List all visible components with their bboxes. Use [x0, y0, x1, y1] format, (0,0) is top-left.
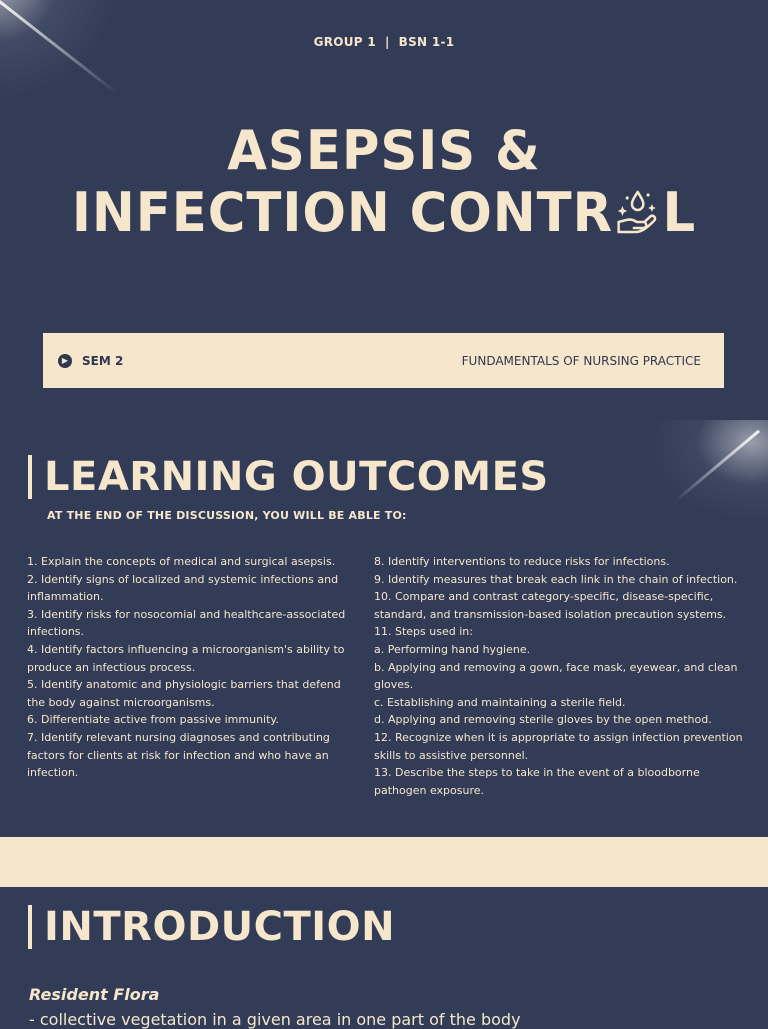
semester-info: [58, 354, 123, 368]
learning-outcomes-subheading: AT THE END OF THE DISCUSSION, YOU WILL BE ABLE TO:: [47, 509, 407, 522]
tagline-divider: |: [380, 35, 395, 49]
title-line-2-part-a: INFECTION CONTR: [71, 181, 614, 244]
outcome-item: 8. Identify interventions to reduce risks for infections.: [374, 555, 670, 568]
resident-flora-term: Resident Flora: [29, 985, 160, 1004]
outcome-item: 3. Identify risks for nosocomial and healthcare-associated infections.: [27, 607, 346, 639]
light-ray-right: [674, 430, 760, 503]
group-label: GROUP 1: [313, 35, 377, 49]
outcome-item: 6. Differentiate active from passive immunity.: [27, 713, 279, 727]
group-tagline: [0, 35, 768, 49]
outcome-item: 9. Identify measures that break each link in the chain of infection.: [374, 572, 738, 586]
outcomes-right-column: [374, 553, 744, 799]
light-glare-top-left: [0, 0, 140, 120]
course-label: FUNDAMENTALS OF NURSING PRACTICE: [461, 353, 701, 368]
outcome-item: d. Applying and removing sterile gloves by the open method.: [374, 713, 712, 727]
heading-accent-bar: [28, 455, 32, 499]
outcome-item: 4. Identify factors influencing a microorganism's ability to produce an infectious process.: [27, 642, 345, 674]
title-line-2-part-b: L: [662, 181, 697, 244]
heading-accent-bar: [28, 905, 32, 949]
outcome-item: 10. Compare and contrast category-specific, disease-specific, standard, and transmission-based isolation precaution systems.: [374, 590, 727, 621]
play-circle-icon: ▶: [58, 354, 72, 368]
section-divider-band: [0, 837, 768, 887]
page-title: [19, 120, 749, 244]
semester-banner: [43, 333, 724, 388]
light-glare-right: [640, 420, 768, 530]
outcome-item: 5. Identify anatomic and physiologic barriers that defend the body against microorganisms.: [27, 678, 341, 709]
outcome-item: 11. Steps used in:: [374, 625, 473, 639]
outcome-item: 13. Describe the steps to take in the event of a bloodborne pathogen exposure.: [374, 766, 700, 797]
title-line-1: ASEPSIS &: [227, 119, 541, 182]
outcome-item: 1. Explain the concepts of medical and surgical asepsis.: [27, 555, 336, 568]
outcome-item: b. Applying and removing a gown, face mask, eyewear, and clean gloves.: [374, 660, 738, 692]
introduction-heading: [28, 904, 395, 950]
semester-label: SEM 2: [82, 353, 124, 368]
resident-flora-definition: - collective vegetation in a given area in one part of the body: [29, 1010, 521, 1029]
outcome-item: a. Performing hand hygiene.: [374, 642, 531, 656]
introduction-title: INTRODUCTION: [44, 904, 396, 950]
hand-wash-icon: [613, 186, 662, 238]
outcome-item: 12. Recognize when it is appropriate to assign infection prevention skills to assistive personnel.: [374, 730, 743, 762]
outcome-item: c. Establishing and maintaining a sterile field.: [374, 695, 626, 709]
learning-outcomes-heading: [28, 454, 549, 500]
outcome-item: 2. Identify signs of localized and systemic infections and inflammation.: [27, 572, 339, 604]
title-line-2: [19, 182, 749, 244]
outcomes-left-column: [27, 553, 362, 782]
outcome-item: 7. Identify relevant nursing diagnoses and contributing factors for clients at risk for infection and who have an infection.: [27, 730, 330, 780]
section-label: BSN 1-1: [398, 35, 455, 49]
learning-outcomes-title: LEARNING OUTCOMES: [44, 454, 549, 500]
